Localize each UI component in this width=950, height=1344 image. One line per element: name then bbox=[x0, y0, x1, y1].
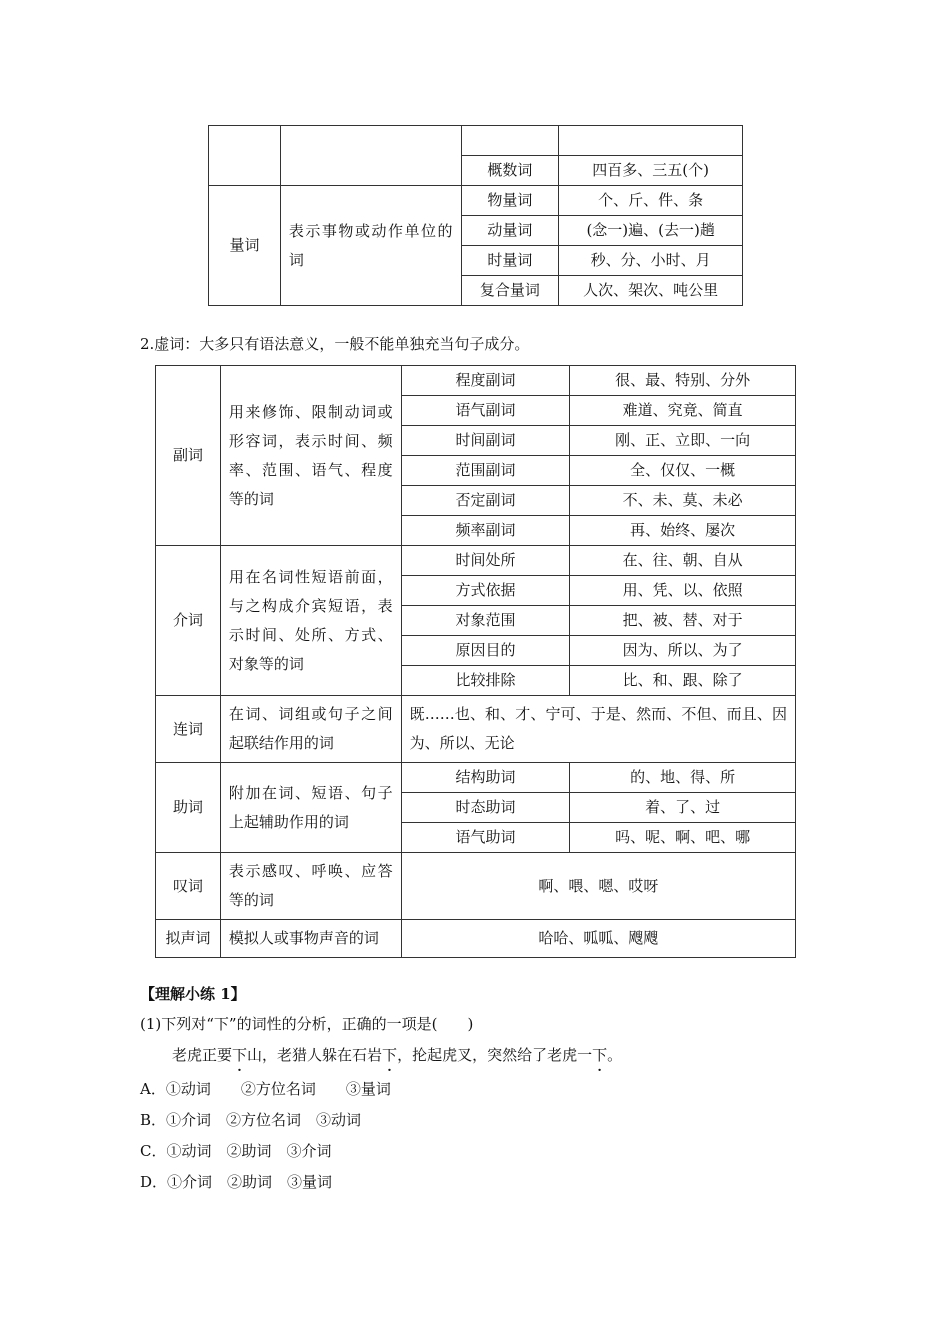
word-type: 动量词 bbox=[461, 216, 559, 246]
sentence-text: 。 bbox=[607, 1046, 623, 1064]
word-type: 方式依据 bbox=[401, 576, 570, 606]
word-type: 范围副词 bbox=[401, 456, 570, 486]
word-type: 概数词 bbox=[461, 156, 559, 186]
word-type: 时量词 bbox=[461, 246, 559, 276]
word-example: 四百多、三五(个) bbox=[559, 156, 743, 186]
table-row bbox=[156, 696, 796, 763]
category-name: 副词 bbox=[156, 366, 221, 546]
category-name: 拟声词 bbox=[156, 920, 221, 958]
word-example: 的、地、得、所 bbox=[570, 763, 796, 793]
word-example: 刚、正、立即、一向 bbox=[570, 426, 796, 456]
word-type: 否定副词 bbox=[401, 486, 570, 516]
table-cell bbox=[209, 126, 281, 186]
word-example: 用、凭、以、依照 bbox=[570, 576, 796, 606]
word-type: 时态助词 bbox=[401, 793, 570, 823]
word-type bbox=[461, 126, 559, 156]
word-type: 时间副词 bbox=[401, 426, 570, 456]
measure-word-table bbox=[208, 125, 743, 306]
category-name: 介词 bbox=[156, 546, 221, 696]
marked-word: 下 bbox=[592, 1046, 608, 1064]
table-cell bbox=[280, 126, 461, 186]
word-example: 全、仅仅、一概 bbox=[570, 456, 796, 486]
exercise-sentence bbox=[172, 1044, 622, 1065]
word-type: 时间处所 bbox=[401, 546, 570, 576]
word-example bbox=[559, 126, 743, 156]
category-description: 表示事物或动作单位的词 bbox=[280, 186, 461, 306]
word-example: 再、始终、屡次 bbox=[570, 516, 796, 546]
word-type: 语气助词 bbox=[401, 823, 570, 853]
word-type: 频率副词 bbox=[401, 516, 570, 546]
word-example: 在、往、朝、自从 bbox=[570, 546, 796, 576]
option-a[interactable]: A．①动词 ②方位名词 ③量词 bbox=[140, 1080, 391, 1098]
word-type: 程度副词 bbox=[401, 366, 570, 396]
function-word-table bbox=[155, 365, 796, 958]
word-example: 难道、究竟、简直 bbox=[570, 396, 796, 426]
category-name: 叹词 bbox=[156, 853, 221, 920]
word-example: (念一)遍、(去一)趟 bbox=[559, 216, 743, 246]
option-c[interactable]: C．①动词 ②助词 ③介词 bbox=[140, 1142, 332, 1160]
table-row bbox=[156, 366, 796, 396]
category-name: 量词 bbox=[209, 186, 281, 306]
table-row bbox=[209, 186, 743, 216]
marked-word: 下 bbox=[382, 1046, 398, 1064]
category-name: 连词 bbox=[156, 696, 221, 763]
category-description: 用来修饰、限制动词或形容词，表示时间、频率、范围、语气、程度等的词 bbox=[220, 366, 401, 546]
word-example: 着、了、过 bbox=[570, 793, 796, 823]
word-type: 结构助词 bbox=[401, 763, 570, 793]
word-type: 原因目的 bbox=[401, 636, 570, 666]
sentence-text: 老虎正要 bbox=[172, 1046, 233, 1064]
category-description: 在词、词组或句子之间起联结作用的词 bbox=[220, 696, 401, 763]
word-example: 吗、呢、啊、吧、哪 bbox=[570, 823, 796, 853]
option-b[interactable]: B．①介词 ②方位名词 ③动词 bbox=[140, 1111, 362, 1129]
sentence-text: ，抡起虎叉，突然给了老虎一 bbox=[397, 1046, 593, 1064]
category-name: 助词 bbox=[156, 763, 221, 853]
category-description: 附加在词、短语、句子上起辅助作用的词 bbox=[220, 763, 401, 853]
exercise-heading: 【理解小练 1】 bbox=[140, 985, 246, 1003]
word-example: 人次、架次、吨公里 bbox=[559, 276, 743, 306]
word-type: 比较排除 bbox=[401, 666, 570, 696]
table-row bbox=[209, 126, 743, 156]
word-example: 既……也、和、才、宁可、于是、然而、不但、而且、因为、所以、无论 bbox=[401, 696, 795, 763]
word-example: 秒、分、小时、月 bbox=[559, 246, 743, 276]
option-d[interactable]: D．①介词 ②助词 ③量词 bbox=[140, 1173, 333, 1191]
category-description: 表示感叹、呼唤、应答等的词 bbox=[220, 853, 401, 920]
word-type: 语气副词 bbox=[401, 396, 570, 426]
word-example: 不、未、莫、未必 bbox=[570, 486, 796, 516]
category-description: 用在名词性短语前面，与之构成介宾短语，表示时间、处所、方式、对象等的词 bbox=[220, 546, 401, 696]
sentence-text: 山，老猎人躲在石岩 bbox=[247, 1046, 383, 1064]
word-type: 物量词 bbox=[461, 186, 559, 216]
exercise-question: (1)下列对“下”的词性的分析，正确的一项是( ) bbox=[140, 1015, 474, 1033]
word-type: 复合量词 bbox=[461, 276, 559, 306]
intro-text: 2.虚词：大多只有语法意义，一般不能单独充当句子成分。 bbox=[140, 335, 530, 353]
table-row bbox=[156, 853, 796, 920]
marked-word: 下 bbox=[232, 1046, 248, 1064]
category-description: 模拟人或事物声音的词 bbox=[220, 920, 401, 958]
word-example: 哈哈、呱呱、飕飕 bbox=[401, 920, 795, 958]
table-row bbox=[156, 763, 796, 793]
word-example: 很、最、特别、分外 bbox=[570, 366, 796, 396]
word-type: 对象范围 bbox=[401, 606, 570, 636]
word-example: 因为、所以、为了 bbox=[570, 636, 796, 666]
word-example: 把、被、替、对于 bbox=[570, 606, 796, 636]
table-row bbox=[156, 546, 796, 576]
table-row bbox=[156, 920, 796, 958]
word-example: 个、斤、件、条 bbox=[559, 186, 743, 216]
word-example: 比、和、跟、除了 bbox=[570, 666, 796, 696]
word-example: 啊、喂、嗯、哎呀 bbox=[401, 853, 795, 920]
